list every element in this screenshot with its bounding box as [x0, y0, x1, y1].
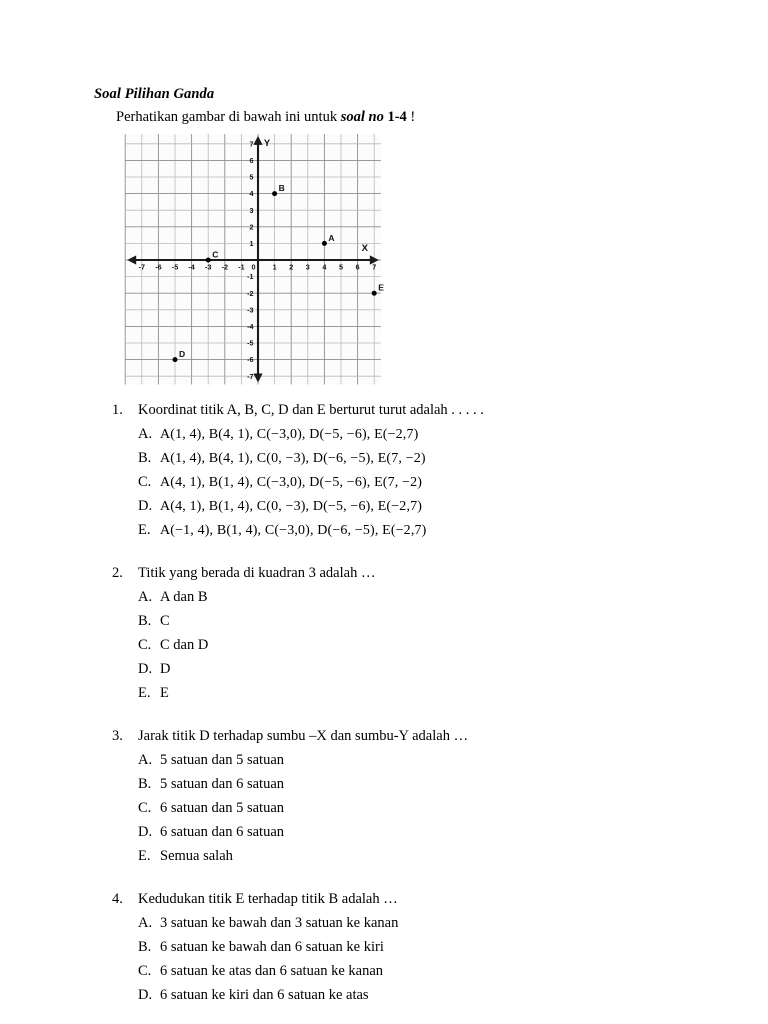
point-label: A: [328, 232, 335, 243]
intro-text-before: Perhatikan gambar di bawah ini untuk: [116, 109, 341, 125]
y-tick-label: -4: [247, 322, 254, 331]
point-label: B: [278, 183, 285, 194]
y-tick-label: 5: [249, 172, 254, 182]
option-letter: C.: [138, 800, 152, 816]
option-text: 5 satuan dan 5 satuan: [160, 752, 285, 768]
option-letter: A.: [138, 752, 153, 768]
y-tick-label: 4: [249, 189, 254, 199]
option-text: A(4, 1), B(1, 4), C(0, −3), D(−5, −6), E(−2,7): [160, 499, 423, 514]
plotted-point: [272, 191, 277, 196]
option-letter: E.: [138, 685, 151, 701]
x-tick-label: 6: [355, 262, 360, 272]
option-row[interactable]: [138, 752, 688, 769]
option-text: A(1, 4), B(4, 1), C(−3,0), D(−5, −6), E(−2,7): [160, 427, 419, 442]
x-tick-label: 2: [289, 262, 294, 272]
question-number: 1.: [112, 402, 123, 418]
x-tick-label: 0: [251, 262, 256, 272]
x-tick-label: 7: [372, 262, 377, 272]
question-text: Kedudukan titik E terhadap titik B adalah …: [138, 891, 398, 907]
option-letter: D.: [138, 987, 153, 1003]
option-row[interactable]: [138, 939, 688, 956]
question-row: [112, 402, 688, 419]
point-label: C: [212, 249, 219, 260]
option-row[interactable]: [138, 426, 688, 443]
option-letter: C.: [138, 637, 152, 653]
option-text: A(4, 1), B(1, 4), C(−3,0), D(−5, −6), E(7, −2): [160, 475, 423, 490]
option-list: [94, 752, 688, 865]
option-row[interactable]: [138, 915, 688, 932]
question-text: Titik yang berada di kuadran 3 adalah …: [138, 565, 376, 581]
option-letter: A.: [138, 426, 153, 442]
option-text: 3 satuan ke bawah dan 3 satuan ke kanan: [160, 915, 399, 931]
option-row[interactable]: [138, 776, 688, 793]
y-tick-label: -7: [247, 371, 254, 381]
point-label: D: [179, 349, 186, 360]
section-title: Soal Pilihan Ganda: [94, 86, 215, 102]
intro-emphasis: soal no: [340, 109, 384, 125]
option-letter: E.: [138, 522, 151, 538]
option-row[interactable]: [138, 987, 688, 1004]
y-axis-label: Y: [263, 137, 271, 149]
x-tick-label: 4: [322, 262, 327, 272]
y-tick-label: 2: [249, 222, 254, 232]
x-tick-label: -3: [204, 262, 212, 272]
cartesian-grid-svg: [120, 134, 388, 386]
plotted-point: [206, 258, 211, 263]
plotted-point: [173, 357, 178, 362]
option-row[interactable]: [138, 963, 688, 980]
option-row[interactable]: [138, 685, 688, 702]
x-tick-label: 5: [339, 262, 343, 272]
intro-instruction: [116, 109, 688, 126]
y-tick-label: 3: [249, 205, 254, 215]
option-text: 6 satuan dan 6 satuan: [160, 824, 285, 840]
option-text: 6 satuan dan 5 satuan: [160, 800, 285, 816]
question-block: [94, 565, 688, 702]
intro-question-range: 1-4: [387, 109, 407, 125]
option-text: A dan B: [160, 589, 208, 605]
question-row: [112, 565, 688, 582]
question-block: [94, 402, 688, 539]
option-text: Semua salah: [160, 848, 233, 864]
option-letter: B.: [138, 776, 152, 792]
option-row[interactable]: [138, 589, 688, 606]
question-row: [112, 728, 688, 745]
x-tick-label: -5: [171, 262, 179, 272]
point-label: E: [378, 282, 384, 293]
x-tick-label: -1: [238, 262, 245, 272]
y-tick-label: 6: [249, 156, 254, 165]
option-row[interactable]: [138, 522, 688, 539]
x-axis-label: X: [361, 243, 369, 254]
option-letter: D.: [138, 498, 153, 514]
question-number: 3.: [112, 728, 123, 744]
question-number: 2.: [112, 565, 123, 581]
option-letter: A.: [138, 589, 153, 605]
question-number: 4.: [112, 891, 123, 907]
option-text: 6 satuan ke bawah dan 6 satuan ke kiri: [160, 939, 384, 955]
question-block: [94, 728, 688, 865]
option-letter: E.: [138, 848, 151, 864]
option-row[interactable]: [138, 613, 688, 630]
x-tick-label: -2: [221, 262, 229, 272]
x-tick-label: -4: [188, 262, 195, 272]
option-text: 6 satuan ke kiri dan 6 satuan ke atas: [160, 987, 369, 1003]
question-block: [94, 891, 688, 1004]
y-tick-label: -2: [247, 288, 254, 298]
x-tick-label: -7: [138, 262, 146, 272]
y-tick-label: -5: [247, 338, 254, 348]
y-tick-label: -6: [247, 355, 254, 365]
option-letter: B.: [138, 450, 152, 466]
x-tick-label: -6: [155, 262, 162, 272]
option-row[interactable]: [138, 498, 688, 515]
option-text: E: [160, 685, 169, 701]
question-text: Jarak titik D terhadap sumbu –X dan sumbu-Y adalah …: [138, 728, 469, 744]
plotted-point: [322, 241, 327, 246]
y-tick-label: -1: [247, 272, 254, 282]
option-text: D: [160, 661, 171, 677]
option-letter: B.: [138, 939, 152, 955]
option-list: [94, 589, 688, 702]
plotted-point: [372, 291, 377, 296]
option-letter: A.: [138, 915, 153, 931]
option-text: 5 satuan dan 6 satuan: [160, 776, 285, 792]
question-text: Koordinat titik A, B, C, D dan E berturut turut adalah . . . . .: [138, 402, 484, 418]
option-text: C dan D: [160, 637, 209, 653]
option-letter: C.: [138, 963, 152, 979]
x-tick-label: 3: [305, 262, 310, 272]
intro-text-after: !: [406, 109, 416, 125]
option-row[interactable]: [138, 450, 688, 467]
option-letter: D.: [138, 824, 153, 840]
option-row[interactable]: [138, 824, 688, 841]
option-row[interactable]: [138, 637, 688, 654]
x-tick-label: 1: [272, 262, 277, 272]
option-row[interactable]: [138, 661, 688, 678]
y-tick-label: 7: [249, 139, 254, 149]
y-tick-label: -3: [247, 305, 254, 315]
option-text: A(−1, 4), B(1, 4), C(−3,0), D(−6, −5), E(−2,7): [160, 523, 427, 538]
option-row[interactable]: [138, 848, 688, 865]
option-letter: C.: [138, 474, 152, 490]
option-letter: B.: [138, 613, 152, 629]
y-tick-label: 1: [249, 239, 254, 248]
option-text: 6 satuan ke atas dan 6 satuan ke kanan: [160, 963, 384, 979]
option-row[interactable]: [138, 800, 688, 817]
option-list: [94, 426, 688, 539]
option-row[interactable]: [138, 474, 688, 491]
option-list: [94, 915, 688, 1004]
coordinate-plane-figure: [120, 134, 688, 386]
option-text: A(1, 4), B(4, 1), C(0, −3), D(−6, −5), E(7, −2): [160, 451, 426, 466]
question-row: [112, 891, 688, 908]
option-letter: D.: [138, 661, 153, 677]
option-text: C: [160, 613, 170, 629]
questions-list: [94, 402, 688, 1004]
